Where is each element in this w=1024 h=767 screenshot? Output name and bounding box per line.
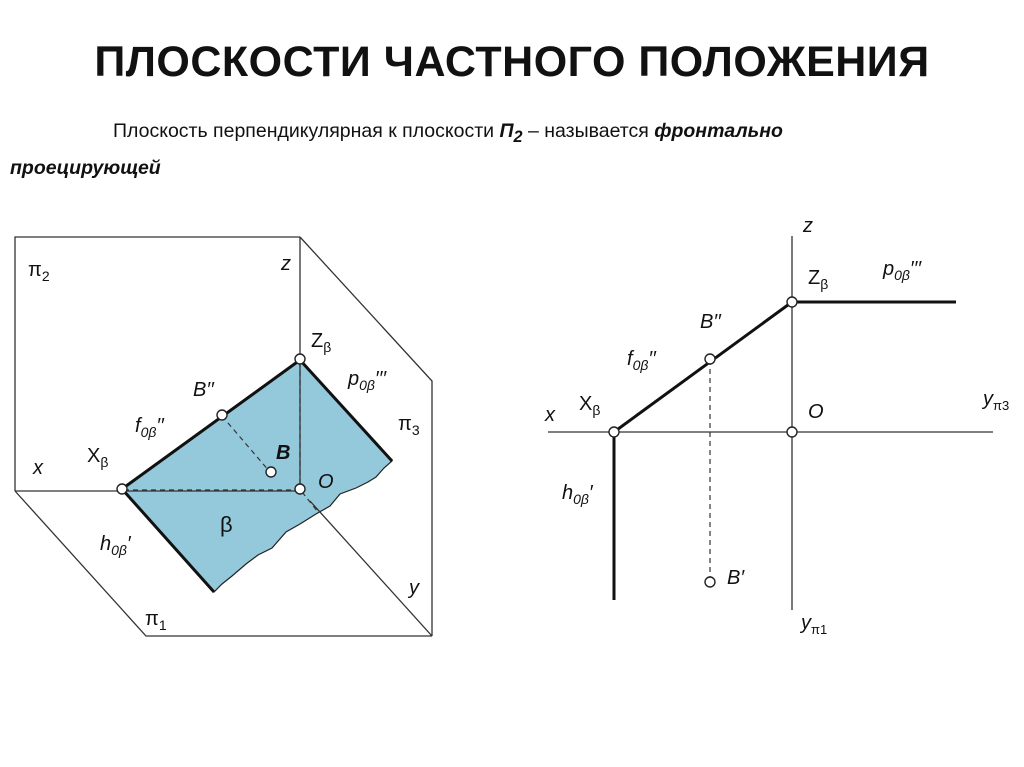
point-z-beta [295, 354, 305, 364]
epure-point-b-front [705, 354, 715, 364]
epure-label-o: O [808, 401, 824, 423]
point-o [295, 484, 305, 494]
epure-label-b-front: B′′ [700, 311, 721, 333]
epure-point-b-top [705, 577, 715, 587]
point-x-beta [117, 484, 127, 494]
definition-part-1: Плоскость перпендикулярная к плоскости [113, 120, 500, 142]
epure-label-x-beta: $X_\beta$ [579, 393, 601, 418]
label-pi1: $\pi_1$ [145, 608, 167, 633]
label-pi3: $\pi_3$ [398, 413, 420, 438]
epure-label-x: x [545, 404, 555, 426]
plane-beta-fill [122, 360, 392, 592]
epure-label-y-pi1: $y_{\pi 1}$ [801, 612, 828, 637]
definition-part-2: – называется [522, 120, 655, 142]
epure-point-x-beta [609, 427, 619, 437]
label-b: B [276, 442, 291, 464]
label-o: O [318, 471, 334, 493]
label-beta: β [220, 512, 233, 537]
epure-label-b-top: B′ [727, 567, 745, 589]
epure-point-o [787, 427, 797, 437]
epure-label-z-beta: $Z_\beta$ [808, 267, 829, 292]
label-f-left: $f_{0\beta}''$ [135, 415, 164, 440]
label-b-front: B′′ [193, 379, 214, 401]
definition-term-1: фронтально [654, 120, 783, 142]
point-b-front [217, 410, 227, 420]
plane-symbol: $П_2$ [499, 120, 523, 146]
axis-y-line [310, 501, 432, 636]
point-b [266, 467, 276, 477]
epure-point-z-beta [787, 297, 797, 307]
epure-label-y-pi3: $y_{\pi 3}$ [983, 388, 1010, 413]
right-epure-diagram [544, 215, 1009, 637]
label-h-left: $h_{0\beta}'$ [100, 533, 131, 558]
epure-label-f: $f_{0\beta}''$ [627, 348, 656, 373]
epure-label-p: $p_{0\beta}'''$ [883, 258, 922, 283]
epure-label-z: z [803, 215, 813, 237]
left-spatial-diagram [15, 237, 432, 636]
label-pi2: $\pi_2$ [28, 259, 50, 284]
label-z: z [281, 253, 291, 275]
label-z-beta: $Z_\beta$ [311, 330, 332, 355]
definition-term-2: проецирующей [10, 156, 161, 179]
label-p-left: $p_{0\beta}'''$ [348, 368, 387, 393]
label-x: x [33, 457, 43, 479]
label-y: y [409, 577, 419, 599]
epure-label-h: $h_{0\beta}'$ [562, 482, 593, 507]
label-x-beta: $X_\beta$ [87, 445, 109, 470]
page-title: ПЛОСКОСТИ ЧАСТНОГО ПОЛОЖЕНИЯ [94, 38, 930, 86]
